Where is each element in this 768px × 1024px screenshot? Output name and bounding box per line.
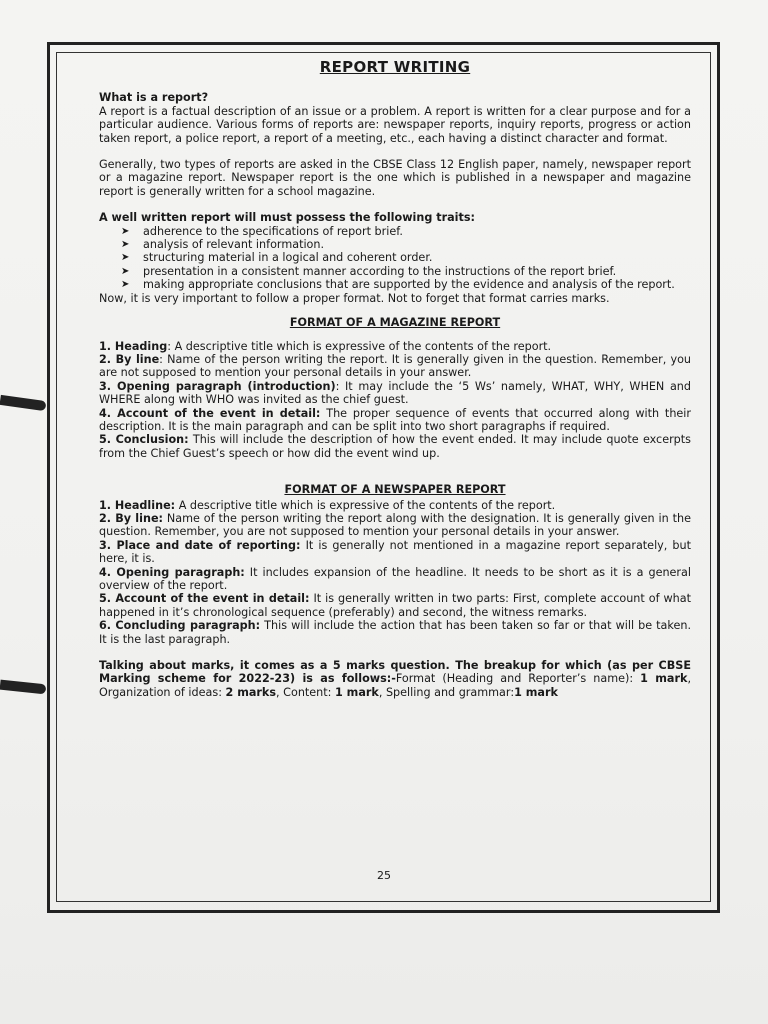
document-body [99,58,691,699]
magazine-format-list [99,340,691,461]
format-note: Now, it is very important to follow a proper format. Not to forget that format carries marks. [99,291,610,305]
list-item: 2. By line: Name of the person writing the report. It is generally given in the question. Remember, you are not supposed to mention your personal details in your answer. [99,352,692,380]
list-item: 2. By line: Name of the person writing the report along with the designation. It is generally given in the question. Remember, you are not supposed to mention your personal details in your answer. [99,511,691,539]
page-title: REPORT WRITING [319,58,471,76]
arrow-bullet-icon: ➤ [121,265,130,277]
list-item: 1. Heading: A descriptive title which is expressive of the contents of the report. [99,339,552,353]
list-item: ➤ structuring material in a logical and coherent order. [121,251,433,265]
list-item: 5. Account of the event in detail: It is generally written in two parts: First, complete account of what happened in it’s chronological sequence (preferably) and second, the witness remarks. [99,592,691,619]
list-item: 6. Concluding paragraph: This will include the action that has been taken so far or that will be taken. It is the last paragraph. [99,619,692,646]
newspaper-format-title: FORMAT OF A NEWSPAPER REPORT [284,483,506,497]
marks-breakup: Talking about marks, it comes as a 5 marks question. The breakup for which (as per CBSE Marking scheme for 2022-23) is as follows:-Format (Heading and Reporter’s name): 1 mark, Organization of ideas: 2 marks, Content: 1 mark, Spelling and grammar:1 mark [99,659,691,699]
traits-list [99,225,691,292]
arrow-bullet-icon: ➤ [121,252,130,264]
intro-paragraph: Generally, two types of reports are asked in the CBSE Class 12 English paper, namely, newspaper report or a magazine report. Newspaper report is the one which is published in a newspaper and magazine report is generally written for a school magazine. [99,158,691,198]
arrow-bullet-icon: ➤ [121,225,130,237]
arrow-bullet-icon: ➤ [121,239,130,251]
intro-heading: What is a report? [99,91,209,105]
arrow-bullet-icon: ➤ [121,279,130,291]
list-item: 4. Opening paragraph: It includes expansion of the headline. It needs to be short as it is a general overview of the report. [99,565,691,592]
list-item: 4. Account of the event in detail: The proper sequence of events that occurred along with their description. It is the main paragraph and can be split into two short paragraphs if required. [99,406,691,433]
intro-paragraph: A report is a factual description of an issue or a problem. A report is written for a clear purpose and for a particular audience. Various forms of reports are: newspaper reports, inquiry reports, progress or action taken report, a police report, a report of a meeting, etc., each having a distinct character and format. [99,104,691,145]
list-item: ➤ adherence to the specifications of report brief. [121,224,403,238]
list-item: 5. Conclusion: This will include the description of how the event ended. It may include quote excerpts from the Chief Guest’s speech or how did the event wind up. [99,433,692,460]
list-item: ➤ analysis of relevant information. [121,238,325,252]
traits-heading: A well written report will must possess the following traits: [99,211,475,225]
magazine-format-title: FORMAT OF A MAGAZINE REPORT [289,316,501,330]
list-item: 1. Headline: A descriptive title which is expressive of the contents of the report. [99,498,556,512]
list-item: ➤ making appropriate conclusions that are supported by the evidence and analysis of the report. [121,278,675,292]
list-item: ➤ presentation in a consistent manner according to the instructions of the report brief. [121,264,617,278]
newspaper-format-list [99,499,691,646]
page-number: 25 [377,869,391,882]
list-item: 3. Place and date of reporting: It is generally not mentioned in a magazine report separately, but here, it is. [99,538,692,566]
list-item: 3. Opening paragraph (introduction): It may include the ‘5 Ws’ namely, WHAT, WHY, WHEN and WHERE along with WHO was invited as the chief guest. [99,379,691,407]
